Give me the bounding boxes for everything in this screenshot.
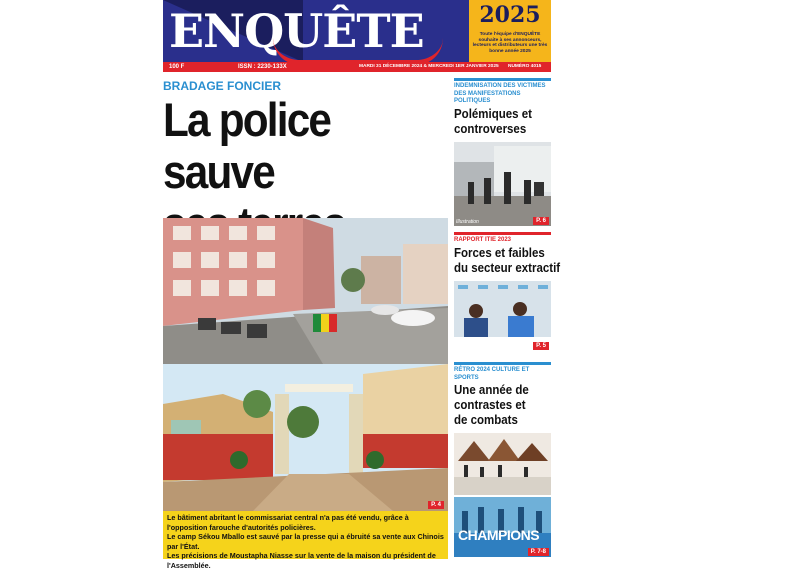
story-title-line-2: controverses: [454, 121, 527, 136]
story-title-line-2: du secteur extractif: [454, 260, 561, 275]
story-title-line-3: de combats: [454, 413, 518, 427]
photo-page-ref[interactable]: P. 4: [428, 501, 444, 509]
logo-swoosh: [273, 38, 443, 65]
story-page-ref[interactable]: P. 6: [533, 217, 549, 225]
story-title-line-1: Polémiques et: [454, 106, 532, 121]
main-kicker: BRADAGE FONCIER: [163, 79, 282, 93]
sidebar: [454, 74, 561, 559]
issue-date: MARDI 31 DÉCEMBRE 2024 & MERCREDI 1ER JANVIER 2025: [359, 64, 499, 69]
summary-box: [163, 511, 448, 570]
champions-banner: CHAMPIONS: [458, 527, 540, 543]
price: 100 F: [169, 64, 185, 70]
headline-line-1: La police sauve: [163, 93, 331, 198]
new-year-promo: [469, 0, 551, 62]
police-building-illustration: [163, 218, 448, 364]
section-rule: [454, 362, 551, 365]
story-title: [454, 245, 561, 276]
story-title-line-1: Forces et faibles: [454, 245, 545, 260]
summary-text: [163, 511, 448, 572]
protest-photo: [454, 142, 551, 226]
issue-number: NUMÉRO 4015: [508, 64, 542, 69]
camp-sekou-mballo-photo[interactable]: [163, 364, 448, 511]
story-page-ref[interactable]: P. 7-8: [528, 548, 549, 556]
camp-gate-illustration: [163, 364, 448, 511]
summary-line-2: Le camp Sékou Mballo est sauvé par la presse qui a ébruité sa vente aux Chinois par l'État.: [167, 532, 444, 551]
story-title: [454, 383, 543, 428]
story-kicker: RAPPORT ITIE 2023: [454, 237, 512, 243]
sidebar-story-indemnisation[interactable]: [454, 78, 551, 226]
story-kicker: RÉTRO 2024 CULTURE ET SPORTS: [454, 367, 530, 381]
police-building-photo[interactable]: [163, 218, 448, 364]
newspaper-front-page: [163, 0, 561, 570]
section-rule: [454, 78, 551, 81]
story-kicker: INDEMNISATION DES VICTIMES DES MANIFESTATIONS POLITIQUES: [454, 83, 546, 104]
issue-info-bar: [163, 62, 551, 72]
summary-line-3: Les précisions de Moustapha Niasse sur la vente de la maison du président de l'Assemblée.: [167, 551, 436, 570]
masthead: [163, 0, 551, 62]
story-title-line-1: Une année de: [454, 383, 529, 397]
story-title-line-2: contrastes et: [454, 398, 526, 412]
culture-sports-photos: [454, 433, 551, 557]
issn: ISSN : 2230-133X: [238, 64, 287, 70]
promo-year: 2025: [479, 2, 541, 28]
sidebar-story-itie[interactable]: [454, 232, 561, 351]
photo-credit: Illustration: [456, 218, 479, 225]
story-title: [454, 107, 543, 137]
summary-line-1: Le bâtiment abritant le commissariat central n'a pas été vendu, grâce à l'opposition farouche d'autorités policières.: [167, 513, 409, 532]
story-page-ref[interactable]: P. 5: [533, 342, 549, 350]
section-rule: [454, 232, 551, 235]
conference-illustration: [454, 281, 551, 351]
newspaper-logo[interactable]: ENQUÊTE: [169, 4, 424, 58]
protest-illustration: [454, 142, 551, 226]
promo-text: Toute l'équipe d'ENQUÊTE souhaite à ses annonceurs, lecteurs et distributeurs une très bonne année 2025: [472, 32, 548, 54]
itie-conference-photo: [454, 281, 551, 351]
sidebar-story-retro-2024[interactable]: [454, 362, 551, 557]
